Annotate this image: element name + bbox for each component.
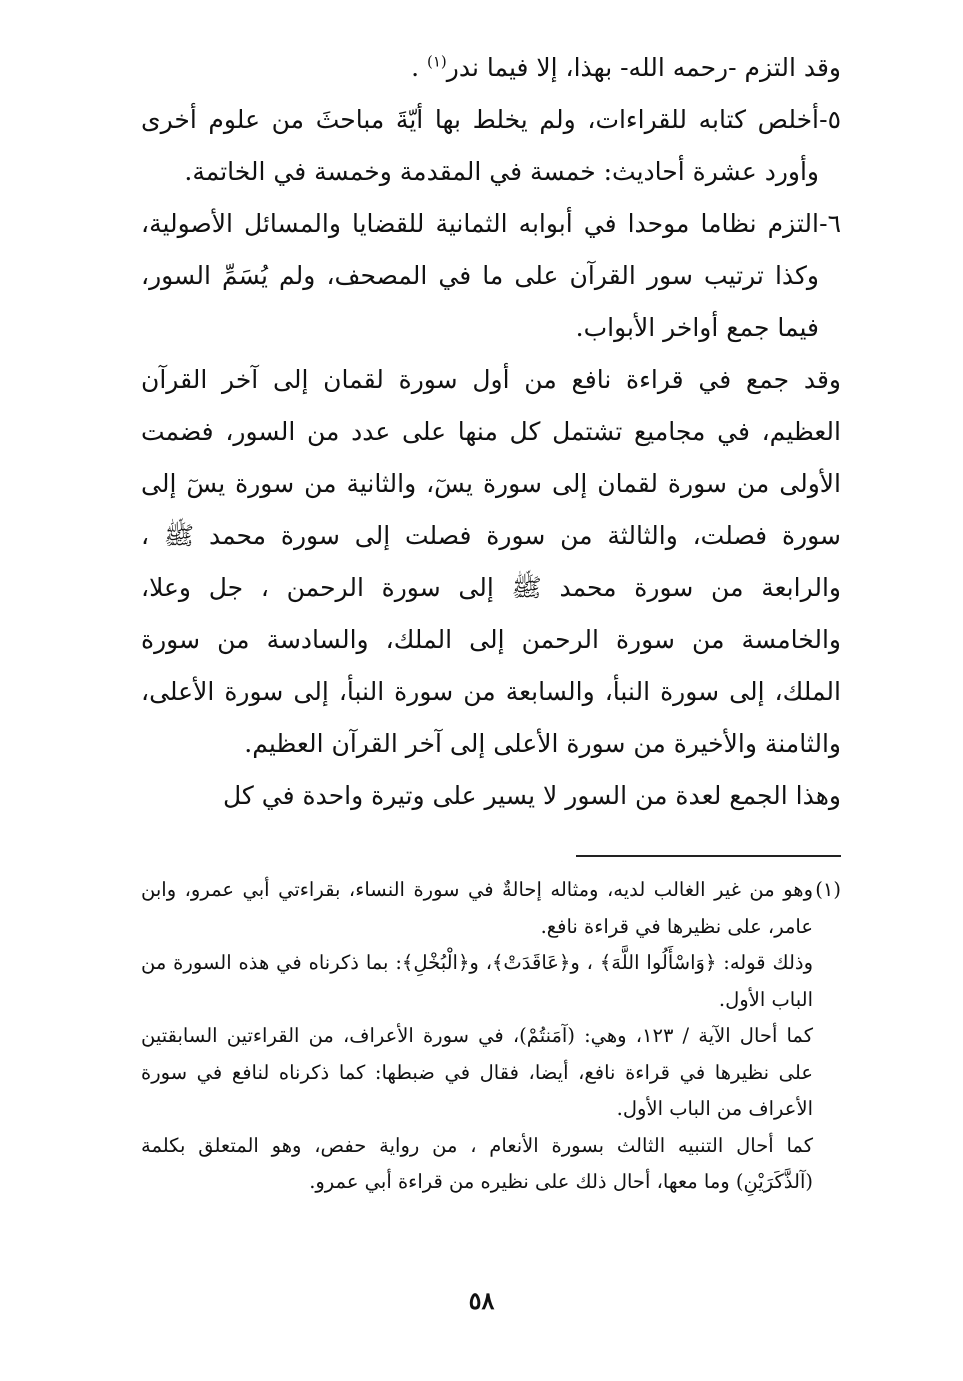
footnote-marker: (١) <box>815 878 841 901</box>
page-number: ٥٨ <box>468 1286 495 1315</box>
main-text <box>141 42 841 822</box>
footnote-paragraph: كما أحال الآية / ١٢٣، وهي: (آمَنتُمْ)، في سورة الأعراف، من القراءتين السابقتين على نظيرها في قراءة نافع، أيضا، فقال في ضبطها: كما ذكرناه لنافع في سورة الأعراف من الباب الأول. <box>141 1024 813 1120</box>
footnote-1 <box>141 872 841 945</box>
list-item-text: أخلص كتابه للقراءات، ولم يخلط بها أيّةَ مباحثَ من علوم أخرى وأورد عشرة أحاديث: خمسة في المقدمة وخمسة في الخاتمة. <box>141 105 819 186</box>
list-item-number: ٥- <box>819 105 841 134</box>
footnote-reference: (١) <box>427 52 447 71</box>
list-item-number: ٦- <box>819 209 841 238</box>
footnotes <box>141 872 841 1201</box>
paragraph-collections: وقد جمع في قراءة نافع من أول سورة لقمان إلى آخر القرآن العظيم، في مجاميع تشتمل كل منها على عدد من السور، فضمت الأولى من سورة لقمان إلى سورة يسٓ، والثانية من سورة يسٓ إلى سورة فصلت، والثالثة من سورة فصلت إلى سورة محمد ﷺ ، والرابعة من سورة محمد ﷺ إلى سورة الرحمن ، جل وعلا، والخامسة من سورة الرحمن إلى الملك، والسادسة من سورة الملك، إلى سورة النبأ، والسابعة من سورة النبأ، إلى سورة الأعلى، والثامنة والأخيرة من سورة الأعلى إلى آخر القرآن العظيم. <box>141 365 841 758</box>
paragraph-intro-end: . <box>411 53 427 82</box>
footnote-text: وهو من غير الغالب لديه، ومثاله إحالةٌ في سورة النساء، بقراءتي أبي عمرو، وابن عامر، على نظيرها في قراءة نافع. <box>141 878 813 938</box>
paragraph-last: وهذا الجمع لعدة من السور لا يسير على وتيرة واحدة في كل <box>222 781 841 810</box>
paragraph-intro-text: وقد التزم -رحمه الله- بهذا، إلا فيما ندر <box>446 53 841 82</box>
list-item-text: التزم نظاما موحدا في أبوابه الثمانية للقضايا والمسائل الأصولية، وكذا ترتيب سور القرآن على ما في المصحف، ولم يُسَمِّ السور، فيما جمع أواخر الأبواب. <box>141 209 819 342</box>
paragraph-intro <box>141 42 841 94</box>
list-item-6 <box>141 198 841 354</box>
list-item-5 <box>141 94 841 198</box>
footnote-separator <box>576 855 841 857</box>
footnote-paragraph: وذلك قوله: ﴿وَاسْأَلُوا اللَّهَ﴾ ، و﴿عَاقَدَتْ﴾، و﴿الْبُخْلِ﴾: بما ذكرناه في هذه السورة من الباب الأول. <box>141 951 813 1011</box>
footnote-paragraph: كما أحال التنبيه الثالث بسورة الأنعام ، من رواية حفص، وهو المتعلق بكلمة (آلذَّكَرَيْنِ) وما معها، أحال ذلك على نظيره من قراءة أبي عمرو. <box>141 1133 813 1193</box>
